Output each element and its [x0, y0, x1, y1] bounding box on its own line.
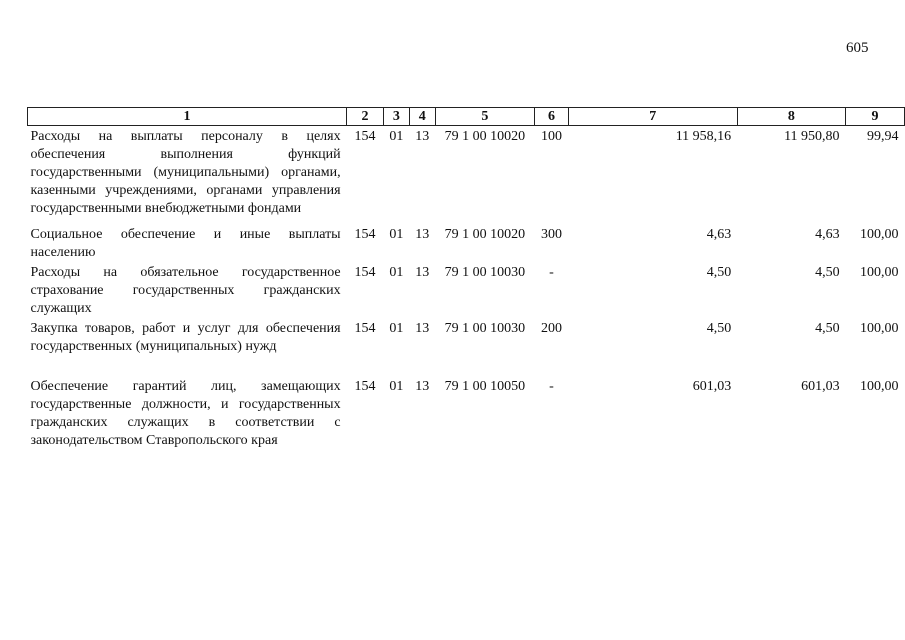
row-fact: 4,63 [815, 227, 840, 242]
row-plan: 4,50 [706, 321, 732, 336]
column-header-5: 5 [435, 108, 534, 126]
row-plan: 4,63 [706, 227, 732, 242]
table-row [28, 262, 905, 318]
budget-execution-table [27, 107, 905, 450]
page-number: 605 [846, 40, 869, 56]
row-fact: 11 950,80 [784, 129, 840, 144]
table-row [28, 224, 905, 262]
row-code: 154 [354, 379, 376, 394]
column-header-9: 9 [846, 108, 905, 126]
table-row [28, 318, 905, 356]
row-fact: 4,50 [815, 321, 840, 336]
row-expense-type: 300 [540, 227, 562, 242]
row-section: 01 [389, 321, 404, 336]
row-section: 01 [389, 227, 404, 242]
table-row [28, 376, 905, 450]
row-description: Обеспечение гарантий лиц, замещающих государственные должности, и государственных гражданских служащих в соответствии с законодательством Ставропольского края [30, 379, 341, 448]
row-subsection: 13 [415, 265, 430, 280]
row-description: Закупка товаров, работ и услуг для обеспечения государственных (муниципальных) нужд [30, 321, 341, 354]
row-description: Расходы на обязательное государственное страхование государственных гражданских служащих [30, 265, 341, 316]
row-percent: 100,00 [860, 227, 899, 242]
row-plan: 601,03 [692, 379, 732, 394]
table-header-row [28, 108, 905, 126]
row-section: 01 [389, 129, 404, 144]
row-target-item: 79 1 00 10020 [444, 129, 526, 144]
row-plan: 4,50 [706, 265, 732, 280]
table-row [28, 126, 905, 219]
row-description: Расходы на выплаты персоналу в целях обеспечения выполнения функций государственными (муниципальными) органами, казенными учреждениями, органами управления государственными внебюджетными фондами [30, 129, 341, 216]
row-target-item: 79 1 00 10020 [444, 227, 526, 242]
row-percent: 100,00 [860, 265, 899, 280]
row-expense-type: - [549, 265, 554, 280]
column-header-7: 7 [568, 108, 737, 126]
row-fact: 601,03 [801, 379, 840, 394]
column-header-2: 2 [347, 108, 384, 126]
row-code: 154 [354, 129, 376, 144]
column-header-3: 3 [383, 108, 409, 126]
row-percent: 100,00 [860, 379, 899, 394]
column-header-8: 8 [737, 108, 845, 126]
row-expense-type: 100 [540, 129, 562, 144]
row-target-item: 79 1 00 10030 [444, 265, 526, 280]
row-fact: 4,50 [815, 265, 840, 280]
row-subsection: 13 [415, 227, 430, 242]
column-header-1: 1 [28, 108, 347, 126]
row-code: 154 [354, 321, 376, 336]
row-code: 154 [354, 265, 376, 280]
column-header-4: 4 [409, 108, 435, 126]
row-percent: 100,00 [860, 321, 899, 336]
row-section: 01 [389, 265, 404, 280]
row-section: 01 [389, 379, 404, 394]
row-target-item: 79 1 00 10050 [444, 379, 526, 394]
row-target-item: 79 1 00 10030 [444, 321, 526, 336]
row-description: Социальное обеспечение и иные выплаты населению [30, 227, 341, 260]
row-percent: 99,94 [867, 129, 899, 144]
row-subsection: 13 [415, 321, 430, 336]
row-plan: 11 958,16 [675, 129, 732, 144]
row-expense-type: - [549, 379, 554, 394]
row-code: 154 [354, 227, 376, 242]
row-subsection: 13 [415, 379, 430, 394]
row-expense-type: 200 [540, 321, 562, 336]
column-header-6: 6 [535, 108, 569, 126]
row-subsection: 13 [415, 129, 430, 144]
